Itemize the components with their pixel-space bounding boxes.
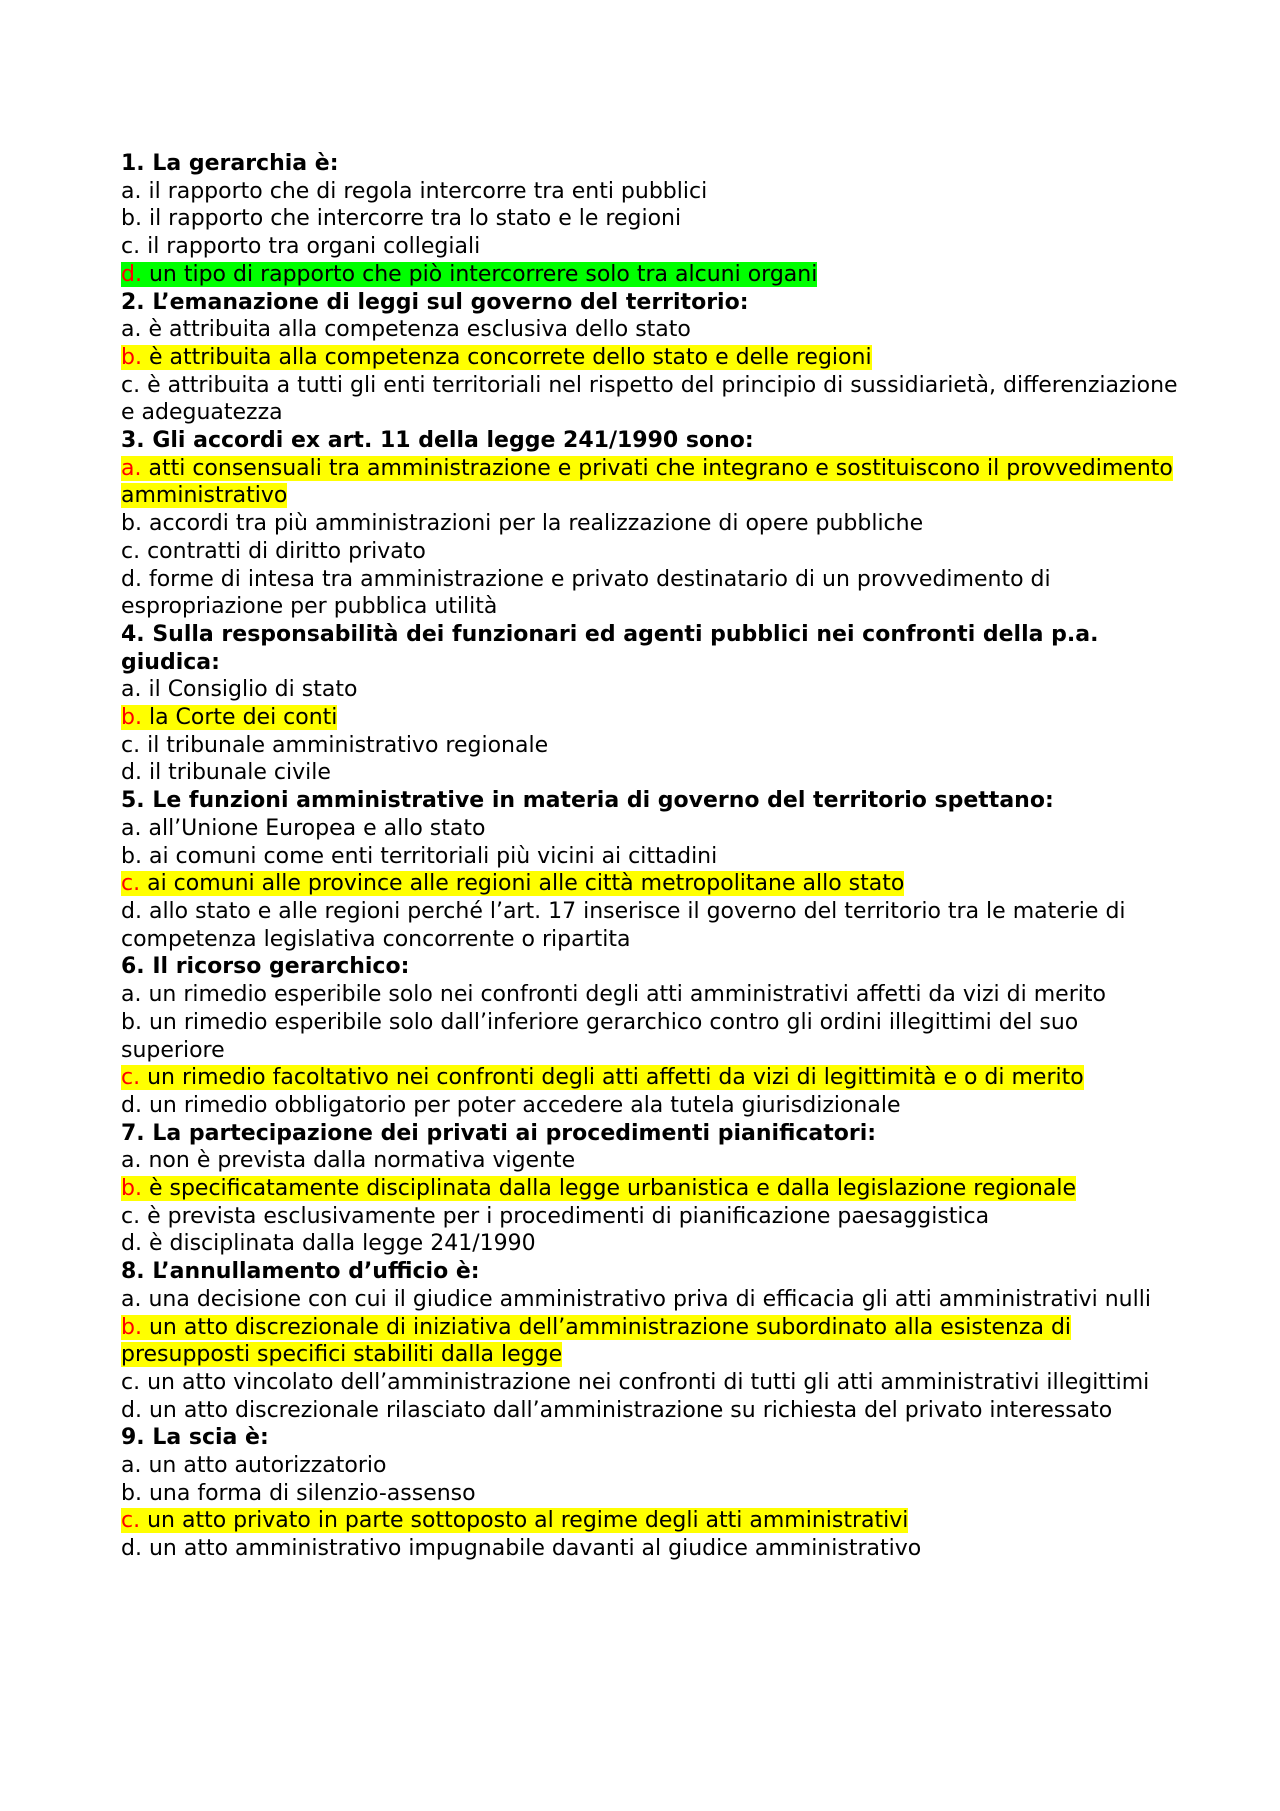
answer-option	[121, 1480, 1181, 1508]
answer-option	[121, 566, 1181, 621]
answer-option	[121, 1230, 1181, 1258]
answer-option	[121, 178, 1181, 206]
option-text: un atto discrezionale rilasciato dall’amministrazione su richiesta del privato interessato	[141, 1397, 1113, 1423]
option-text: il rapporto tra organi collegiali	[140, 234, 481, 260]
option-text: il tribunale amministrativo regionale	[140, 732, 549, 758]
question-title: 2. L’emanazione di leggi sul governo del territorio:	[121, 289, 749, 315]
answer-option	[121, 898, 1181, 953]
option-letter: a.	[121, 1453, 142, 1479]
question-block	[121, 1258, 1181, 1424]
option-text: un rimedio obbligatorio per poter accedere ala tutela giurisdizionale	[141, 1092, 901, 1118]
option-text: un rimedio esperibile solo nei confronti degli atti amministrativi affetti da vizi di merito	[141, 982, 1106, 1008]
option-letter: b.	[121, 1009, 142, 1035]
option-letter: c.	[121, 1203, 141, 1229]
option-letter: a.	[121, 178, 142, 204]
option-text: la Corte dei conti	[141, 705, 338, 731]
correct-answer-option	[121, 344, 1181, 372]
question-block	[121, 1424, 1181, 1563]
option-text: un atto autorizzatorio	[141, 1453, 387, 1479]
option-letter: b.	[121, 1314, 142, 1340]
correct-answer-option	[121, 1314, 1181, 1369]
option-letter: c.	[121, 1508, 141, 1534]
question-title: 4. Sulla responsabilità dei funzionari ed agenti pubblici nei confronti della p.a. giudica:	[121, 621, 1099, 675]
option-text: un atto amministrativo impugnabile davanti al giudice amministrativo	[141, 1536, 922, 1562]
answer-option	[121, 732, 1181, 760]
answer-option	[121, 1535, 1181, 1563]
question-block	[121, 621, 1181, 787]
option-text: un rimedio facoltativo nei confronti degli atti affetti da vizi di legittimità e o di merito	[140, 1065, 1084, 1091]
option-letter: a.	[121, 982, 142, 1008]
answer-option	[121, 316, 1181, 344]
option-text: forme di intesa tra amministrazione e privato destinatario di un provvedimento di espropriazione per pubblica utilità	[121, 566, 1051, 620]
option-text: accordi tra più amministrazioni per la realizzazione di opere pubbliche	[141, 511, 924, 537]
correct-answer-option	[121, 1175, 1181, 1203]
correct-answer-option	[121, 455, 1181, 510]
option-letter: b.	[121, 344, 142, 370]
answer-option	[121, 233, 1181, 261]
option-text: non è prevista dalla normativa vigente	[141, 1148, 576, 1174]
option-text: è attribuita alla competenza esclusiva dello stato	[141, 317, 691, 343]
option-letter: b.	[121, 705, 142, 731]
option-text: un atto vincolato dell’amministrazione nei confronti di tutti gli atti amministrativi illegittimi	[140, 1369, 1150, 1395]
option-letter: a.	[121, 1148, 142, 1174]
answer-option	[121, 1397, 1181, 1425]
option-letter: b.	[121, 1480, 142, 1506]
question-title: 1. La gerarchia è:	[121, 151, 339, 176]
option-letter: a.	[121, 317, 142, 343]
option-letter: a.	[121, 677, 142, 703]
answer-option	[121, 538, 1181, 566]
option-text: è disciplinata dalla legge 241/1990	[141, 1231, 536, 1257]
option-text: ai comuni alle province alle regioni alle città metropolitane allo stato	[140, 871, 905, 897]
option-text: allo stato e alle regioni perché l’art. 17 inserisce il governo del territorio tra le materie di competenza legislativa concorrente o ripartita	[121, 898, 1126, 952]
option-text: un atto privato in parte sottoposto al regime degli atti amministrativi	[140, 1508, 909, 1534]
option-letter: d.	[121, 566, 142, 592]
option-letter: c.	[121, 1369, 141, 1395]
question-block	[121, 1120, 1181, 1259]
question-block	[121, 787, 1181, 953]
question-title: 5. Le funzioni amministrative in materia di governo del territorio spettano:	[121, 788, 1054, 814]
answer-option	[121, 510, 1181, 538]
option-letter: d.	[121, 1231, 142, 1257]
option-text: è prevista esclusivamente per i procedimenti di pianificazione paesaggistica	[140, 1203, 990, 1229]
correct-answer-option	[121, 870, 1181, 898]
option-letter: b.	[121, 1176, 142, 1202]
option-letter: b.	[121, 206, 142, 232]
option-letter: c.	[121, 1065, 141, 1091]
option-letter: d.	[121, 760, 142, 786]
document-page	[121, 150, 1181, 1563]
option-text: il tribunale civile	[141, 760, 331, 786]
option-text: il rapporto che intercorre tra lo stato e le regioni	[141, 206, 682, 232]
question-block	[121, 289, 1181, 428]
answer-option	[121, 1147, 1181, 1175]
answer-option	[121, 205, 1181, 233]
option-letter: a.	[121, 455, 142, 481]
correct-answer-option	[121, 1507, 1181, 1535]
option-letter: c.	[121, 234, 141, 260]
option-letter: d.	[121, 1092, 142, 1118]
option-letter: c.	[121, 732, 141, 758]
answer-option	[121, 1286, 1181, 1314]
question-block	[121, 953, 1181, 1119]
option-letter: a.	[121, 815, 142, 841]
option-text: il Consiglio di stato	[141, 677, 358, 703]
answer-option	[121, 843, 1181, 871]
question-title: 6. Il ricorso gerarchico:	[121, 954, 410, 980]
option-text: atti consensuali tra amministrazione e privati che integrano e sostituiscono il provvedimento amministrativo	[121, 455, 1173, 509]
answer-option	[121, 1009, 1181, 1064]
option-text: un rimedio esperibile solo dall’inferiore gerarchico contro gli ordini illegittimi del suo superiore	[121, 1009, 1079, 1063]
option-text: è attribuita alla competenza concorrete dello stato e delle regioni	[141, 344, 872, 370]
question-title: 8. L’annullamento d’ufficio è:	[121, 1259, 480, 1285]
question-block	[121, 150, 1181, 289]
option-text: ai comuni come enti territoriali più vicini ai cittadini	[141, 843, 718, 869]
option-text: è specificatamente disciplinata dalla legge urbanistica e dalla legislazione regionale	[141, 1176, 1076, 1202]
option-letter: c.	[121, 871, 141, 897]
answer-option	[121, 759, 1181, 787]
answer-option	[121, 1092, 1181, 1120]
answer-option	[121, 1203, 1181, 1231]
answer-option	[121, 815, 1181, 843]
question-block	[121, 427, 1181, 621]
option-letter: b.	[121, 843, 142, 869]
option-text: una forma di silenzio-assenso	[141, 1480, 476, 1506]
option-text: all’Unione Europea e allo stato	[141, 815, 486, 841]
answer-option	[121, 1369, 1181, 1397]
option-letter: d.	[121, 261, 142, 287]
answer-option	[121, 676, 1181, 704]
option-letter: d.	[121, 1536, 142, 1562]
option-letter: d.	[121, 1397, 142, 1423]
option-letter: d.	[121, 898, 142, 924]
option-text: un atto discrezionale di iniziativa dell’amministrazione subordinato alla esistenza di presupposti specifici stabiliti dalla legge	[121, 1314, 1072, 1368]
option-text: il rapporto che di regola intercorre tra enti pubblici	[141, 178, 708, 204]
question-title: 7. La partecipazione dei privati ai procedimenti pianificatori:	[121, 1120, 877, 1146]
option-letter: b.	[121, 511, 142, 537]
option-text: contratti di diritto privato	[140, 538, 426, 564]
correct-answer-option	[121, 704, 1181, 732]
question-title: 3. Gli accordi ex art. 11 della legge 241/1990 sono:	[121, 428, 754, 454]
option-text: è attribuita a tutti gli enti territoriali nel rispetto del principio di sussidiarietà, differenziazione e adeguatezza	[121, 372, 1178, 426]
question-title: 9. La scia è:	[121, 1425, 269, 1451]
answer-option	[121, 981, 1181, 1009]
option-text: un tipo di rapporto che piò intercorrere solo tra alcuni organi	[141, 261, 818, 287]
option-text: una decisione con cui il giudice amministrativo priva di efficacia gli atti amministrativi nulli	[141, 1286, 1151, 1312]
option-letter: a.	[121, 1286, 142, 1312]
option-letter: c.	[121, 372, 141, 398]
answer-option	[121, 372, 1181, 427]
correct-answer-option	[121, 1064, 1181, 1092]
correct-answer-option	[121, 261, 1181, 289]
answer-option	[121, 1452, 1181, 1480]
option-letter: c.	[121, 538, 141, 564]
